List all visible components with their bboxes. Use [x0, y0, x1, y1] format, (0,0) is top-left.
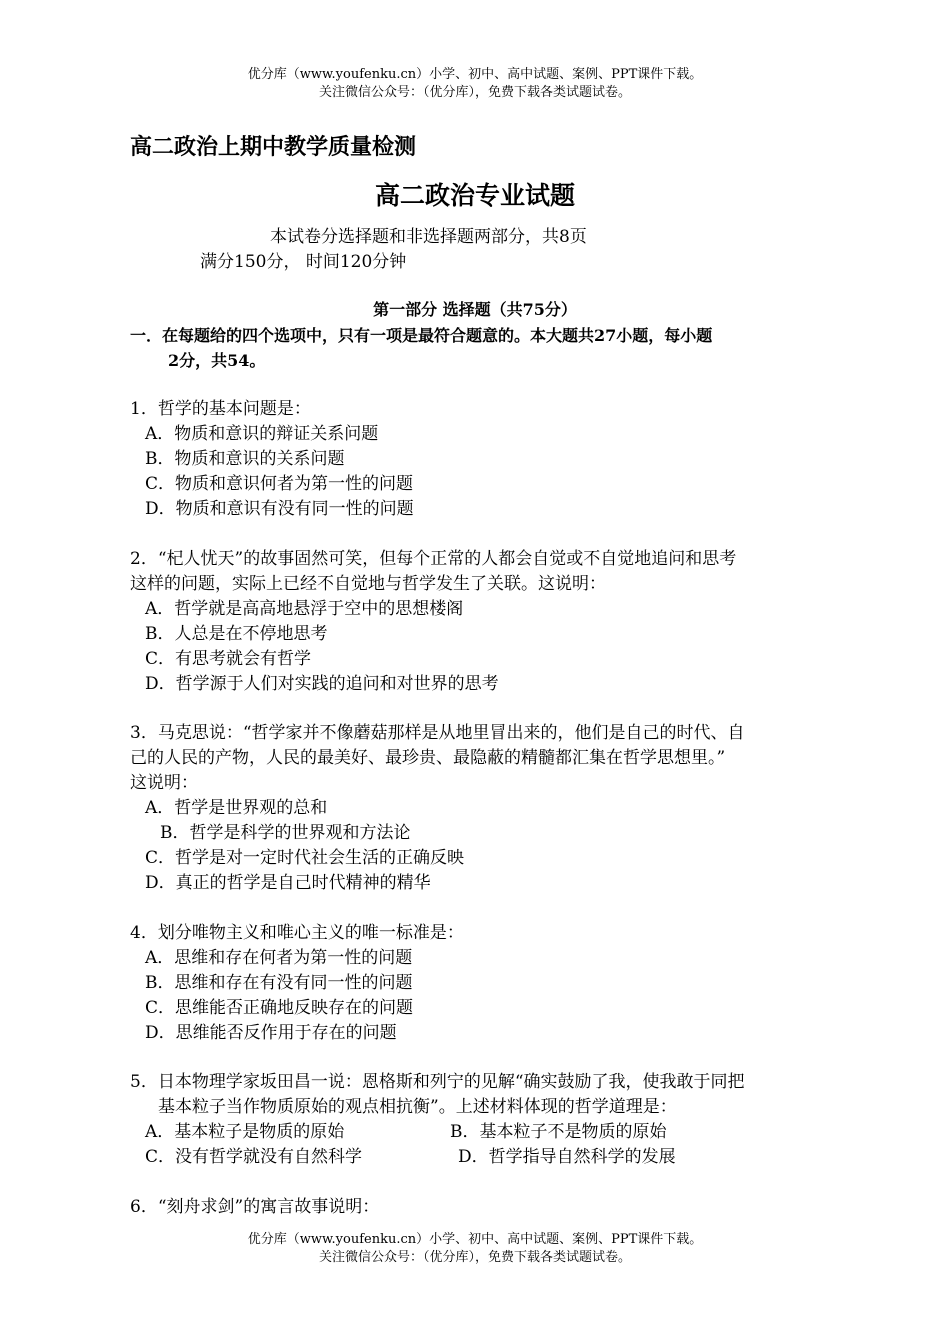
q2-option-d: D．哲学源于人们对实践的追问和对世界的思考: [145, 674, 499, 694]
q3-stem-line1: 3．马克思说：“哲学家并不像蘑菇那样是从地里冒出来的，他们是自己的时代、自: [130, 723, 745, 743]
q1-option-a: A．物质和意识的辩证关系问题: [145, 424, 379, 444]
q2-stem-line2: 这样的问题，实际上已经不自觉地与哲学发生了关联。这说明：: [130, 574, 606, 594]
q6-stem: 6．“刻舟求剑”的寓言故事说明：: [130, 1197, 380, 1217]
q5-option-c: C．没有哲学就没有自然科学: [145, 1147, 363, 1167]
q5-stem-line2: 基本粒子当作物质原始的观点相抗衡”。上述材料体现的哲学道理是：: [158, 1097, 677, 1117]
q2-stem-line1: 2．“杞人忧天”的故事固然可笑，但每个正常的人都会自觉或不自觉地追问和思考: [130, 549, 737, 569]
q3-option-c: C．哲学是对一定时代社会生活的正确反映: [145, 848, 465, 868]
part1-instruction-line1: 一．在每题给的四个选项中，只有一项是最符合题意的。本大题共27小题，每小题: [130, 326, 713, 345]
q3-stem-line3: 这说明：: [130, 773, 198, 793]
q3-stem-line2: 己的人民的产物，人民的最美好、最珍贵、最隐蔽的精髓都汇集在哲学思想里。”: [130, 748, 726, 768]
q2-option-b: B．人总是在不停地思考: [145, 624, 328, 644]
q4-option-b: B．思维和存在有没有同一性的问题: [145, 973, 413, 993]
exam-title-small: 高二政治上期中教学质量检测: [130, 134, 417, 160]
q3-option-b: B．哲学是科学的世界观和方法论: [160, 823, 411, 843]
q3-option-d: D．真正的哲学是自己时代精神的精华: [145, 873, 431, 893]
watermark-bottom-line1: 优分库（www.youfenku.cn）小学、初中、高中试题、案例、PPT课件下载。: [247, 1232, 703, 1247]
q5-option-b: B．基本粒子不是物质的原始: [450, 1122, 667, 1142]
q1-stem: 1．哲学的基本问题是：: [130, 399, 311, 419]
watermark-top-line2: 关注微信公众号：（优分库），免费下载各类试题试卷。: [318, 85, 631, 100]
q4-option-a: A．思维和存在何者为第一性的问题: [145, 948, 413, 968]
q2-option-a: A．哲学就是高高地悬浮于空中的思想楼阁: [145, 599, 464, 619]
q4-option-c: C．思维能否正确地反映存在的问题: [145, 998, 414, 1018]
q5-option-a: A．基本粒子是物质的原始: [145, 1122, 345, 1142]
part1-instruction-line2: 2分，共54。: [168, 351, 266, 370]
exam-intro: 本试卷分选择题和非选择题两部分，共8页: [270, 227, 587, 247]
q2-option-c: C．有思考就会有哲学: [145, 649, 312, 669]
q3-option-a: A．哲学是世界观的总和: [145, 798, 328, 818]
q1-option-b: B．物质和意识的关系问题: [145, 449, 345, 469]
q1-option-d: D．物质和意识有没有同一性的问题: [145, 499, 414, 519]
q5-stem-line1: 5．日本物理学家坂田昌一说：恩格斯和列宁的见解“确实鼓励了我，使我敢于同把: [130, 1072, 745, 1092]
watermark-top-line1: 优分库（www.youfenku.cn）小学、初中、高中试题、案例、PPT课件下载。: [247, 67, 703, 82]
q1-option-c: C．物质和意识何者为第一性的问题: [145, 474, 414, 494]
watermark-bottom-line2: 关注微信公众号：（优分库），免费下载各类试题试卷。: [318, 1250, 631, 1265]
q4-stem: 4．划分唯物主义和唯心主义的唯一标准是：: [130, 923, 464, 943]
exam-score-time: 满分150分， 时间120分钟: [200, 252, 407, 272]
exam-title-main: 高二政治专业试题: [374, 181, 575, 210]
q4-option-d: D．思维能否反作用于存在的问题: [145, 1023, 397, 1043]
part1-heading: 第一部分 选择题（共75分）: [373, 300, 577, 319]
q5-option-d: D．哲学指导自然科学的发展: [458, 1147, 676, 1167]
